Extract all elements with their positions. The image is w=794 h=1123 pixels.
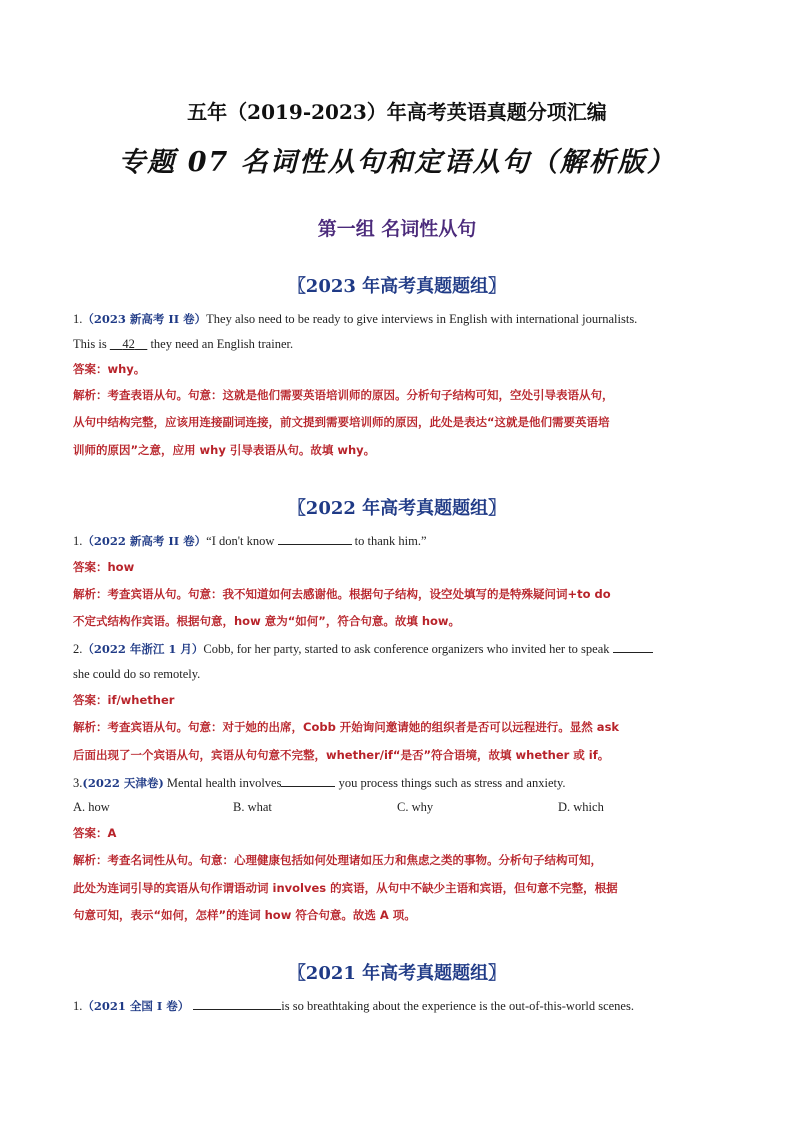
- question-2021-1: 1.（2021 全国 I 卷） is so breathtaking about the experience is the out-of-this-world scenes.: [73, 999, 634, 1013]
- answer-2022-3: 答案：A: [73, 826, 117, 840]
- answer-value: how: [107, 560, 135, 574]
- section-heading-2021: 〖2021 年高考真题题组〗: [287, 963, 507, 984]
- question-source: （2021 全国 I 卷）: [82, 999, 190, 1013]
- explanation-2023-1-line1: 解析：考查表语从句。句意：这就是他们需要英语培训师的原因。分析句子结构可知，空处引导表语从句，: [73, 388, 614, 402]
- question-2023-1-line2: [73, 335, 733, 353]
- question-source: (2022 天津卷): [82, 776, 164, 790]
- answer-2022-2: 答案：if/whether: [73, 693, 175, 707]
- answer-value: A: [107, 826, 117, 840]
- answer-blank: [613, 652, 653, 653]
- answer-2023-1: 答案：why。: [73, 362, 146, 376]
- answer-blank: [193, 1009, 281, 1010]
- question-2022-2-line2: she could do so remotely.: [73, 667, 201, 681]
- question-number: 1.: [73, 312, 83, 326]
- explanation-2022-2-line2: 后面出现了一个宾语从句，宾语从句句意不完整，whether/if“是否”符合语境，故填 whether 或 if。: [73, 748, 610, 762]
- explanation-2022-3-line1: 解析：考查名词性从句。句意：心理健康包括如何处理诸如压力和焦虑之类的事物。分析句子结构可知，: [73, 853, 602, 867]
- option-a: A. how: [73, 800, 110, 814]
- explanation-2023-1-line2: 从句中结构完整，应该用连接副词连接，前文提到需要培训师的原因，此处是表达“这就是他们需要英语培: [73, 415, 610, 429]
- question-2022-2-line1: 2.（2022 年浙江 1 月）Cobb, for her party, started to ask conference organizers who invited her to speak: [73, 640, 733, 658]
- answer-2022-1: 答案：how: [73, 560, 135, 574]
- section-heading-2022: 〖2022 年高考真题题组〗: [287, 498, 507, 519]
- explanation-2022-1-line2: 不定式结构作宾语。根据句意，how 意为“如何”，符合句意。故填 how。: [73, 614, 461, 628]
- option-b: B. what: [233, 800, 272, 814]
- answer-value: if/whether: [107, 693, 175, 707]
- document-subtitle: 专题 07 名词性从句和定语从句（解析版）: [118, 147, 676, 178]
- question-text: This is: [73, 337, 110, 351]
- answer-blank: [278, 544, 352, 545]
- question-2022-1: 1.（2022 新高考 II 卷）“I don't know to thank him.”: [73, 534, 427, 548]
- blank-number: 42: [122, 337, 135, 351]
- question-source: （2023 新高考 II 卷）: [82, 312, 207, 326]
- document-title: 五年（2019-2023）年高考英语真题分项汇编: [187, 100, 607, 124]
- explanation-2023-1-line3: 训师的原因”之意，应用 why 引导表语从句。故填 why。: [73, 443, 376, 457]
- question-source: （2022 新高考 II 卷）: [82, 534, 207, 548]
- question-text: They also need to be ready to give interviews in English with international journalists.: [206, 312, 638, 326]
- question-source: （2022 年浙江 1 月）: [82, 642, 204, 656]
- question-2022-3: 3.(2022 天津卷) Mental health involves you process things such as stress and anxiety.: [73, 776, 566, 790]
- question-text: they need an English trainer.: [147, 337, 294, 351]
- answer-value: why。: [107, 362, 146, 376]
- section-heading-2023: 〖2023 年高考真题题组〗: [287, 276, 507, 297]
- options-row: [0, 800, 794, 820]
- explanation-2022-3-line2: 此处为连词引导的宾语从句作谓语动词 involves 的宾语，从句中不缺少主语和宾语，但句意不完整，根据: [73, 881, 618, 895]
- option-d: D. which: [558, 800, 604, 814]
- explanation-2022-3-line3: 句意可知，表示“如何，怎样”的连词 how 符合句意。故选 A 项。: [73, 908, 416, 922]
- answer-blank: [281, 786, 335, 787]
- explanation-2022-2-line1: 解析：考查宾语从句。句意：对于她的出席，Cobb 开始询问邀请她的组织者是否可以远程进行。显然 ask: [73, 720, 620, 734]
- group-title: 第一组 名词性从句: [317, 218, 477, 240]
- option-c: C. why: [397, 800, 434, 814]
- explanation-2022-1-line1: 解析：考查宾语从句。句意：我不知道如何去感谢他。根据句子结构，设空处填写的是特殊疑问词+to do: [73, 587, 611, 601]
- question-2023-1-line1: [73, 310, 733, 328]
